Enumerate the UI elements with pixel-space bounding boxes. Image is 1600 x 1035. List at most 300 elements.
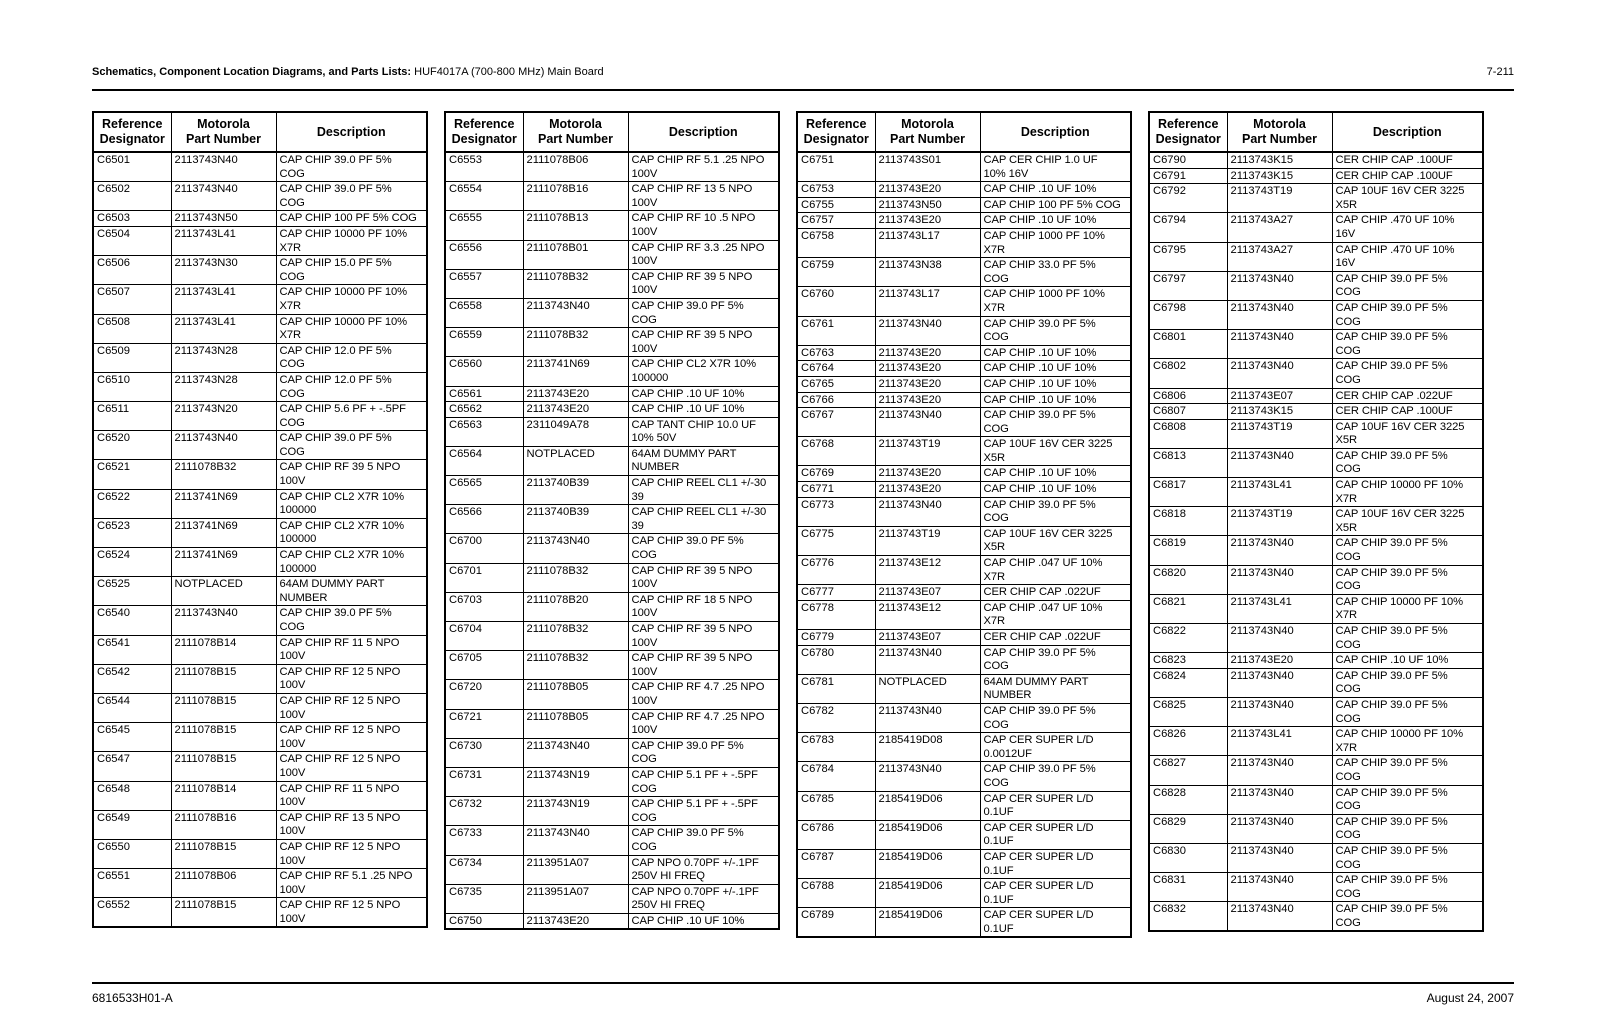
description: CAP CHIP RF 4.7 .25 NPO 100V <box>628 709 779 738</box>
part-number: 2113743L41 <box>1227 478 1332 507</box>
part-number: 2113740B39 <box>523 476 628 505</box>
table-row <box>797 437 1131 466</box>
part-number: 2113743N40 <box>1227 668 1332 697</box>
table-row <box>797 526 1131 555</box>
table-row <box>445 651 779 680</box>
table-row <box>445 826 779 855</box>
table-row <box>1149 756 1483 785</box>
table-row <box>1149 814 1483 843</box>
reference-designator: C6823 <box>1149 653 1227 669</box>
reference-designator: C6826 <box>1149 727 1227 756</box>
part-number: 2113743N40 <box>875 645 980 674</box>
table-row <box>445 680 779 709</box>
part-number: 2113743E20 <box>875 466 980 482</box>
description: CAP CHIP .10 UF 10% <box>980 376 1131 392</box>
reference-designator: C6813 <box>1149 448 1227 477</box>
reference-designator-header: Reference Designator <box>445 112 523 152</box>
description: CAP CHIP RF 12 5 NPO 100V <box>276 693 427 722</box>
reference-designator: C6806 <box>1149 388 1227 404</box>
description: CAP CHIP 39.0 PF 5% COG <box>1332 536 1483 565</box>
part-number: 2113743N40 <box>1227 785 1332 814</box>
table-row <box>797 497 1131 526</box>
description: CAP CHIP 1000 PF 10% X7R <box>980 287 1131 316</box>
part-number: 2113743T19 <box>1227 184 1332 213</box>
table-row <box>1149 388 1483 404</box>
table-row <box>445 386 779 402</box>
description: 64AM DUMMY PART NUMBER <box>628 446 779 475</box>
part-number: 2113741N69 <box>171 518 276 547</box>
table-row <box>445 211 779 240</box>
table-row <box>797 908 1131 938</box>
description: CAP CHIP .10 UF 10% <box>628 402 779 418</box>
part-number: 2111078B15 <box>171 898 276 928</box>
reference-designator: C6821 <box>1149 594 1227 623</box>
description: CAP CHIP RF 10 .5 NPO 100V <box>628 211 779 240</box>
table-row <box>93 489 427 518</box>
part-number: 2113743L17 <box>875 287 980 316</box>
part-number: 2185419D08 <box>875 733 980 762</box>
description: CAP CHIP RF 13 5 NPO 100V <box>276 810 427 839</box>
reference-designator: C6734 <box>445 855 523 884</box>
reference-designator: C6561 <box>445 386 523 402</box>
parts-table-1 <box>92 111 428 928</box>
part-number: 2113743N40 <box>1227 873 1332 902</box>
reference-designator: C6767 <box>797 408 875 437</box>
table-row <box>93 226 427 255</box>
part-number: 2113743E07 <box>875 585 980 601</box>
table-row <box>797 197 1131 213</box>
description: CAP CHIP 39.0 PF 5% COG <box>1332 697 1483 726</box>
table-row <box>93 723 427 752</box>
table-row <box>797 703 1131 732</box>
reference-designator: C6523 <box>93 518 171 547</box>
reference-designator: C6792 <box>1149 184 1227 213</box>
part-number: 2111078B16 <box>171 810 276 839</box>
description: CAP CHIP 100 PF 5% COG <box>276 211 427 227</box>
description: CAP CHIP RF 12 5 NPO 100V <box>276 839 427 868</box>
table-row <box>797 182 1131 198</box>
description: CAP CHIP .10 UF 10% <box>980 182 1131 198</box>
description: CAP CHIP 39.0 PF 5% COG <box>1332 873 1483 902</box>
part-number: 2113743N40 <box>1227 448 1332 477</box>
reference-designator: C6730 <box>445 738 523 767</box>
table-row <box>797 361 1131 377</box>
table-row <box>1149 448 1483 477</box>
part-number: 2113743E20 <box>875 392 980 408</box>
description: CAP CHIP RF 39 5 NPO 100V <box>276 460 427 489</box>
description: CAP CHIP 39.0 PF 5% COG <box>628 738 779 767</box>
table-row <box>93 752 427 781</box>
description: CAP CHIP CL2 X7R 10% 100000 <box>628 357 779 386</box>
description: CAP CHIP .10 UF 10% <box>980 392 1131 408</box>
table-row <box>93 781 427 810</box>
reference-designator: C6766 <box>797 392 875 408</box>
table-row <box>445 152 779 182</box>
part-number: 2113743N40 <box>1227 697 1332 726</box>
part-number: 2113741N69 <box>523 357 628 386</box>
reference-designator: C6778 <box>797 600 875 629</box>
part-number: 2111078B32 <box>523 651 628 680</box>
table-row <box>445 328 779 357</box>
table-row <box>93 839 427 868</box>
reference-designator: C6721 <box>445 709 523 738</box>
table-row <box>1149 404 1483 420</box>
description: CAP CHIP 39.0 PF 5% COG <box>276 152 427 182</box>
description: CAP CHIP 39.0 PF 5% COG <box>1332 902 1483 932</box>
description: CAP CHIP 39.0 PF 5% COG <box>628 826 779 855</box>
table-row <box>93 577 427 606</box>
reference-designator: C6769 <box>797 466 875 482</box>
description: CAP CHIP CL2 X7R 10% 100000 <box>276 489 427 518</box>
description: CAP CHIP RF 39 5 NPO 100V <box>628 563 779 592</box>
description: CAP CHIP RF 13 5 NPO 100V <box>628 182 779 211</box>
reference-designator: C6771 <box>797 482 875 498</box>
part-number: 2185419D06 <box>875 820 980 849</box>
reference-designator: C6758 <box>797 228 875 257</box>
table-row <box>445 592 779 621</box>
table-row <box>1149 300 1483 329</box>
reference-designator: C6825 <box>1149 697 1227 726</box>
reference-designator: C6801 <box>1149 330 1227 359</box>
part-number: 2113743L17 <box>875 228 980 257</box>
reference-designator: C6544 <box>93 693 171 722</box>
table-row <box>93 372 427 401</box>
reference-designator: C6556 <box>445 240 523 269</box>
reference-designator: C6828 <box>1149 785 1227 814</box>
part-number: 2111078B06 <box>523 152 628 182</box>
part-number: 2113743N38 <box>875 258 980 287</box>
table-row <box>93 693 427 722</box>
part-number: 2113743N28 <box>171 343 276 372</box>
part-number: 2113743E20 <box>875 376 980 392</box>
reference-designator: C6753 <box>797 182 875 198</box>
description: CAP NPO 0.70PF +/-.1PF 250V HI FREQ <box>628 855 779 884</box>
reference-designator: C6705 <box>445 651 523 680</box>
table-row <box>1149 565 1483 594</box>
reference-designator: C6501 <box>93 152 171 182</box>
description: CAP CHIP 39.0 PF 5% COG <box>628 298 779 327</box>
table-row <box>93 606 427 635</box>
part-number: 2111078B15 <box>171 839 276 868</box>
part-number: 2113743N40 <box>1227 359 1332 388</box>
part-number: 2311049A78 <box>523 417 628 446</box>
description: CAP CHIP .10 UF 10% <box>980 345 1131 361</box>
part-number: 2113743N20 <box>171 402 276 431</box>
table-row <box>797 392 1131 408</box>
part-number: 2113743N40 <box>523 826 628 855</box>
part-number: NOTPLACED <box>171 577 276 606</box>
description: CAP CHIP 39.0 PF 5% COG <box>1332 756 1483 785</box>
table-row <box>797 600 1131 629</box>
table-row <box>797 762 1131 791</box>
part-number: 2111078B14 <box>171 781 276 810</box>
description-header: Description <box>276 112 427 152</box>
description: CAP CHIP RF 12 5 NPO 100V <box>276 664 427 693</box>
table-row <box>93 431 427 460</box>
table-header-row <box>93 112 427 152</box>
part-number: 2113743A27 <box>1227 213 1332 242</box>
description: CAP CHIP .10 UF 10% <box>628 386 779 402</box>
description: CAP CHIP 39.0 PF 5% COG <box>1332 300 1483 329</box>
table-row <box>1149 184 1483 213</box>
description: CAP CER SUPER L/D 0.1UF <box>980 820 1131 849</box>
part-number: 2113743N40 <box>171 606 276 635</box>
description-header: Description <box>980 112 1131 152</box>
description: CER CHIP CAP .100UF <box>1332 168 1483 184</box>
description: CAP CHIP .10 UF 10% <box>980 213 1131 229</box>
reference-designator: C6564 <box>445 446 523 475</box>
part-number: 2113741N69 <box>171 489 276 518</box>
part-number: 2113743E20 <box>875 182 980 198</box>
reference-designator: C6700 <box>445 534 523 563</box>
table-row <box>445 446 779 475</box>
table-row <box>93 314 427 343</box>
description: CAP CHIP .10 UF 10% <box>980 466 1131 482</box>
reference-designator: C6750 <box>445 913 523 929</box>
reference-designator: C6504 <box>93 226 171 255</box>
table-row <box>1149 213 1483 242</box>
description: CAP CHIP 39.0 PF 5% COG <box>980 408 1131 437</box>
reference-designator: C6794 <box>1149 213 1227 242</box>
reference-designator: C6554 <box>445 182 523 211</box>
reference-designator: C6765 <box>797 376 875 392</box>
description: CAP CHIP .470 UF 10% 16V <box>1332 242 1483 271</box>
table-row <box>93 343 427 372</box>
table-row <box>93 211 427 227</box>
description: CAP CHIP 10000 PF 10% X7R <box>1332 594 1483 623</box>
description: CAP CHIP RF 11 5 NPO 100V <box>276 635 427 664</box>
table-row <box>445 182 779 211</box>
part-number: 2113743N40 <box>523 298 628 327</box>
table-row <box>445 240 779 269</box>
table-row <box>93 460 427 489</box>
reference-designator: C6733 <box>445 826 523 855</box>
description: CAP CHIP 10000 PF 10% X7R <box>276 314 427 343</box>
description: CER CHIP CAP .022UF <box>980 630 1131 646</box>
description: CAP CER CHIP 1.0 UF 10% 16V <box>980 152 1131 182</box>
part-number: 2185419D06 <box>875 791 980 820</box>
reference-designator: C6782 <box>797 703 875 732</box>
description: CAP CHIP RF 4.7 .25 NPO 100V <box>628 680 779 709</box>
table-row <box>445 563 779 592</box>
description: CAP CHIP CL2 X7R 10% 100000 <box>276 548 427 577</box>
reference-designator: C6787 <box>797 849 875 878</box>
part-number-header: Motorola Part Number <box>875 112 980 152</box>
table-row <box>1149 271 1483 300</box>
description: CAP CHIP 33.0 PF 5% COG <box>980 258 1131 287</box>
reference-designator: C6563 <box>445 417 523 446</box>
description: CAP CER SUPER L/D 0.1UF <box>980 791 1131 820</box>
reference-designator: C6786 <box>797 820 875 849</box>
description: CAP CHIP .10 UF 10% <box>628 913 779 929</box>
part-number: 2113743S01 <box>875 152 980 182</box>
reference-designator: C6520 <box>93 431 171 460</box>
part-number: 2113743N40 <box>1227 300 1332 329</box>
reference-designator: C6553 <box>445 152 523 182</box>
part-number: 2113743L41 <box>171 226 276 255</box>
table-row <box>445 913 779 929</box>
part-number: 2113743N50 <box>875 197 980 213</box>
table-row <box>1149 624 1483 653</box>
reference-designator: C6780 <box>797 645 875 674</box>
description: CAP CHIP RF 18 5 NPO 100V <box>628 592 779 621</box>
part-number: 2113743E07 <box>1227 388 1332 404</box>
reference-designator: C6832 <box>1149 902 1227 932</box>
description: CER CHIP CAP .022UF <box>1332 388 1483 404</box>
table-row <box>445 797 779 826</box>
table-row <box>1149 419 1483 448</box>
reference-designator: C6703 <box>445 592 523 621</box>
table-row <box>445 534 779 563</box>
table-row <box>445 476 779 505</box>
parts-table-3 <box>796 111 1132 938</box>
description: CAP 10UF 16V CER 3225 X5R <box>980 526 1131 555</box>
reference-designator: C6764 <box>797 361 875 377</box>
footer-rule <box>92 982 1514 984</box>
table-row <box>797 228 1131 257</box>
table-row <box>445 505 779 534</box>
part-number: 2113743N19 <box>523 767 628 796</box>
description: CAP CHIP RF 39 5 NPO 100V <box>628 328 779 357</box>
description: CAP CHIP RF 3.3 .25 NPO 100V <box>628 240 779 269</box>
description: CAP CHIP .10 UF 10% <box>980 361 1131 377</box>
part-number: NOTPLACED <box>875 674 980 703</box>
reference-designator: C6541 <box>93 635 171 664</box>
description-header: Description <box>1332 112 1483 152</box>
description: CAP CHIP 1000 PF 10% X7R <box>980 228 1131 257</box>
page-footer <box>92 991 1514 1007</box>
table-row <box>93 898 427 928</box>
part-number: 2113743N40 <box>523 534 628 563</box>
table-row <box>1149 668 1483 697</box>
part-number: 2111078B06 <box>171 869 276 898</box>
part-number: 2113743N40 <box>523 738 628 767</box>
part-number: 2113743N40 <box>171 152 276 182</box>
description: CAP CHIP .470 UF 10% 16V <box>1332 213 1483 242</box>
table-row <box>93 256 427 285</box>
table-row <box>1149 168 1483 184</box>
part-number: 2113743E20 <box>1227 653 1332 669</box>
table-row <box>445 298 779 327</box>
reference-designator: C6776 <box>797 556 875 585</box>
table-row <box>1149 594 1483 623</box>
reference-designator: C6759 <box>797 258 875 287</box>
part-number: 2113743N40 <box>1227 271 1332 300</box>
part-number-header: Motorola Part Number <box>1227 112 1332 152</box>
table-row <box>797 408 1131 437</box>
description: CAP CHIP REEL CL1 +/-30 39 <box>628 505 779 534</box>
description: CAP CHIP 39.0 PF 5% COG <box>1332 843 1483 872</box>
description: CAP CHIP 39.0 PF 5% COG <box>1332 785 1483 814</box>
part-number: 2113743K15 <box>1227 168 1332 184</box>
table-row <box>797 585 1131 601</box>
page-header <box>92 66 1514 82</box>
table-header-row <box>797 112 1131 152</box>
description: CAP CHIP 39.0 PF 5% COG <box>1332 565 1483 594</box>
description: CAP CHIP 39.0 PF 5% COG <box>980 497 1131 526</box>
reference-designator: C6565 <box>445 476 523 505</box>
table-row <box>93 548 427 577</box>
reference-designator: C6552 <box>93 898 171 928</box>
part-number: 2113743T19 <box>1227 419 1332 448</box>
reference-designator: C6807 <box>1149 404 1227 420</box>
table-row <box>797 733 1131 762</box>
description: CAP CHIP 39.0 PF 5% COG <box>980 645 1131 674</box>
reference-designator: C6735 <box>445 884 523 913</box>
table-row <box>797 287 1131 316</box>
reference-designator: C6506 <box>93 256 171 285</box>
table-header-row <box>1149 112 1483 152</box>
part-number: 2113740B39 <box>523 505 628 534</box>
table-row <box>1149 330 1483 359</box>
description: CAP CHIP 39.0 PF 5% COG <box>980 703 1131 732</box>
description: CAP CHIP 39.0 PF 5% COG <box>1332 814 1483 843</box>
description: CAP CHIP 39.0 PF 5% COG <box>276 431 427 460</box>
table-row <box>1149 507 1483 536</box>
part-number: 2113743L41 <box>171 314 276 343</box>
description: CAP CHIP 39.0 PF 5% COG <box>980 762 1131 791</box>
table-row <box>445 855 779 884</box>
table-row <box>93 402 427 431</box>
reference-designator: C6781 <box>797 674 875 703</box>
header-title-rest: HUF4017A (700-800 MHz) Main Board <box>411 66 604 78</box>
document-number: 6816533H01-A <box>92 991 173 1005</box>
part-number: 2111078B32 <box>171 460 276 489</box>
reference-designator: C6557 <box>445 269 523 298</box>
part-number: 2113743K15 <box>1227 152 1332 168</box>
description: CAP 10UF 16V CER 3225 X5R <box>980 437 1131 466</box>
part-number: 2113741N69 <box>171 548 276 577</box>
reference-designator: C6763 <box>797 345 875 361</box>
table-row <box>445 738 779 767</box>
table-row <box>1149 536 1483 565</box>
part-number: 2113743N40 <box>171 182 276 211</box>
description: CAP TANT CHIP 10.0 UF 10% 50V <box>628 417 779 446</box>
part-number: 2113743E12 <box>875 600 980 629</box>
part-number: 2113743N40 <box>875 497 980 526</box>
table-row <box>797 820 1131 849</box>
table-row <box>93 182 427 211</box>
reference-designator: C6783 <box>797 733 875 762</box>
reference-designator: C6720 <box>445 680 523 709</box>
reference-designator: C6779 <box>797 630 875 646</box>
table-row <box>797 645 1131 674</box>
reference-designator: C6522 <box>93 489 171 518</box>
table-row <box>797 879 1131 908</box>
part-number: 2111078B15 <box>171 693 276 722</box>
reference-designator: C6797 <box>1149 271 1227 300</box>
reference-designator: C6785 <box>797 791 875 820</box>
table-row <box>1149 478 1483 507</box>
part-number-header: Motorola Part Number <box>171 112 276 152</box>
part-number: 2111078B32 <box>523 622 628 651</box>
part-number: 2113951A07 <box>523 855 628 884</box>
reference-designator: C6731 <box>445 767 523 796</box>
description: CAP CHIP 39.0 PF 5% COG <box>276 182 427 211</box>
description: CAP CHIP 12.0 PF 5% COG <box>276 372 427 401</box>
reference-designator: C6510 <box>93 372 171 401</box>
reference-designator: C6555 <box>445 211 523 240</box>
description: 64AM DUMMY PART NUMBER <box>980 674 1131 703</box>
description: CER CHIP CAP .100UF <box>1332 404 1483 420</box>
description: CAP CHIP 100 PF 5% COG <box>980 197 1131 213</box>
table-row <box>93 664 427 693</box>
description: CAP CER SUPER L/D 0.1UF <box>980 879 1131 908</box>
part-number: 2185419D06 <box>875 879 980 908</box>
description: CAP CHIP 12.0 PF 5% COG <box>276 343 427 372</box>
parts-table-4 <box>1148 111 1484 932</box>
table-row <box>1149 843 1483 872</box>
